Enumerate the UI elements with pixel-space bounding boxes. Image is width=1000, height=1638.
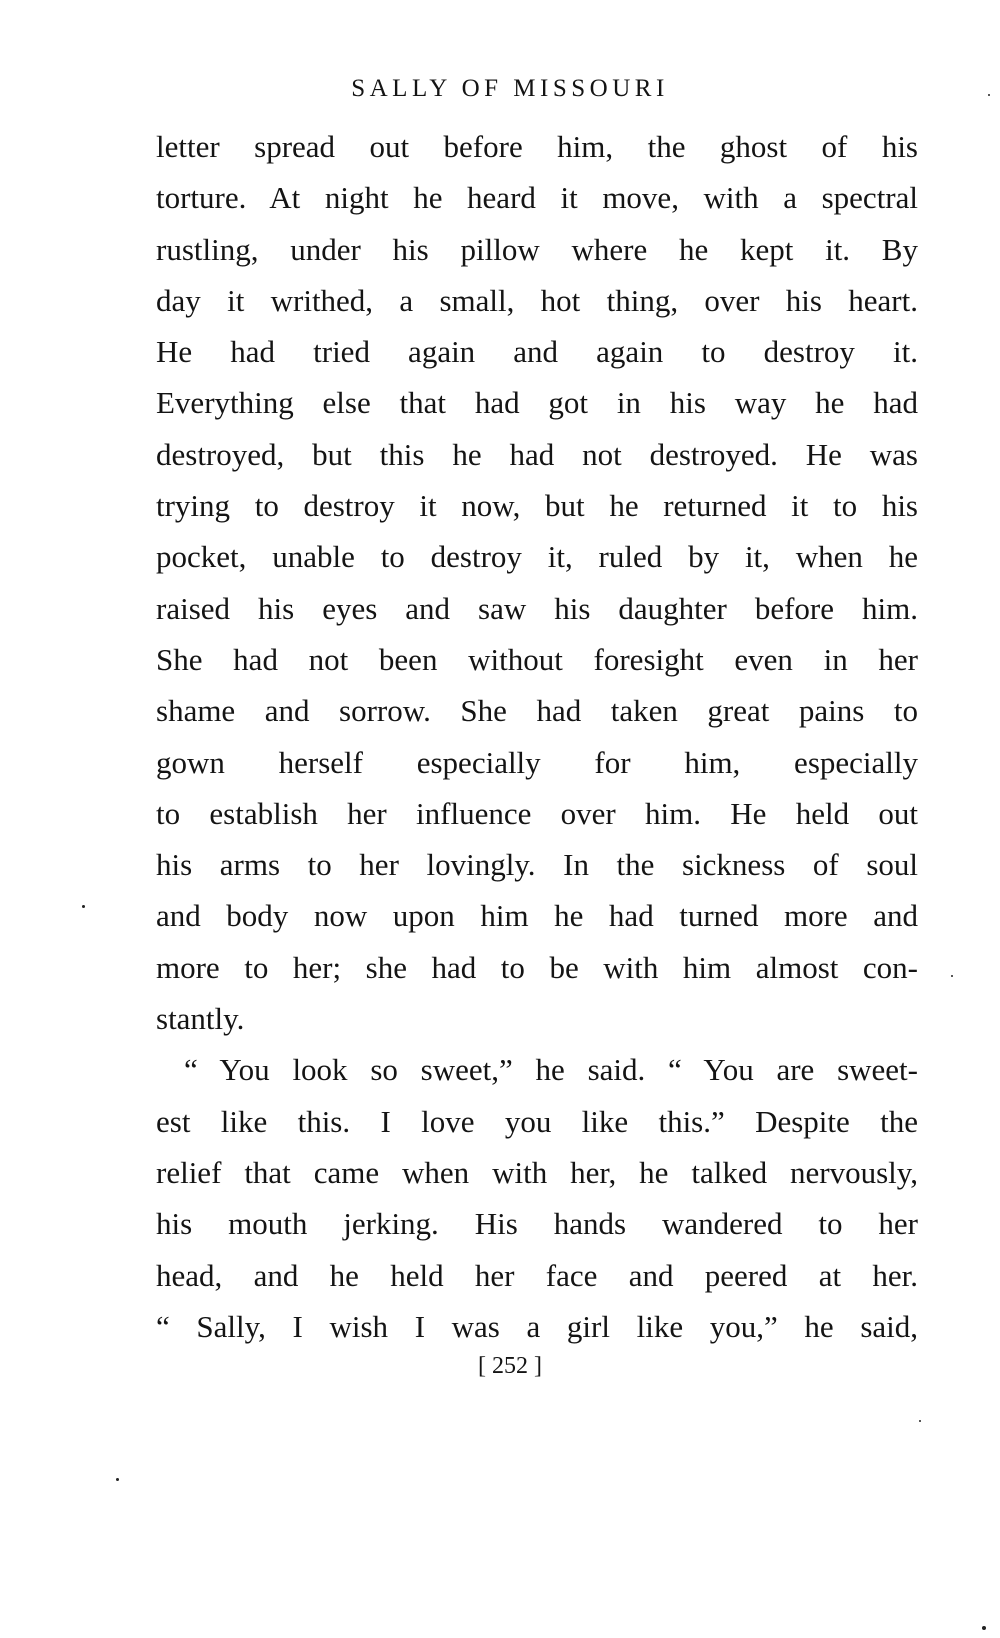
body-text	[156, 121, 918, 1352]
scan-speck	[919, 1420, 921, 1422]
text-line: relief that came when with her, he talked nervously,	[156, 1154, 918, 1190]
text-line: raised his eyes and saw his daughter before him.	[156, 590, 918, 626]
scan-speck	[951, 975, 953, 977]
text-line: and body now upon him he had turned more and	[156, 898, 918, 934]
text-line: to establish her influence over him. He held out	[156, 795, 918, 831]
text-line: head, and he held her face and peered at her.	[156, 1257, 918, 1293]
text-line: destroyed, but this he had not destroyed. He was	[156, 436, 918, 472]
page-number: [ 252 ]	[478, 1353, 542, 1379]
text-line: shame and sorrow. She had taken great pains to	[156, 693, 918, 729]
scan-speck	[82, 905, 85, 908]
running-head: SALLY OF MISSOURI	[351, 75, 669, 102]
text-line: stantly.	[156, 1001, 245, 1037]
text-line: She had not been without foresight even in her	[156, 641, 918, 677]
scan-speck	[982, 1626, 986, 1630]
text-line: more to her; she had to be with him almost con-	[156, 949, 918, 985]
text-line: Everything else that had got in his way he had	[156, 385, 918, 421]
scan-speck	[988, 94, 990, 96]
text-line: pocket, unable to destroy it, ruled by it, when he	[156, 539, 918, 575]
text-line: day it writhed, a small, hot thing, over his heart.	[156, 282, 918, 318]
text-line: est like this. I love you like this.” Despite the	[156, 1103, 918, 1139]
text-line: his arms to her lovingly. In the sickness of soul	[156, 847, 918, 883]
text-line: He had tried again and again to destroy it.	[156, 334, 918, 370]
text-line: “ Sally, I wish I was a girl like you,” he said,	[156, 1308, 918, 1344]
scan-speck	[116, 1478, 119, 1481]
text-line: rustling, under his pillow where he kept it. By	[156, 231, 918, 267]
text-line: his mouth jerking. His hands wandered to her	[156, 1206, 918, 1242]
text-line: torture. At night he heard it move, with a spectral	[156, 180, 918, 216]
text-line: letter spread out before him, the ghost of his	[156, 129, 918, 164]
text-line: trying to destroy it now, but he returned it to his	[156, 488, 918, 524]
text-line: gown herself especially for him, especially	[156, 744, 918, 780]
text-line: “ You look so sweet,” he said. “ You are sweet-	[184, 1052, 918, 1088]
